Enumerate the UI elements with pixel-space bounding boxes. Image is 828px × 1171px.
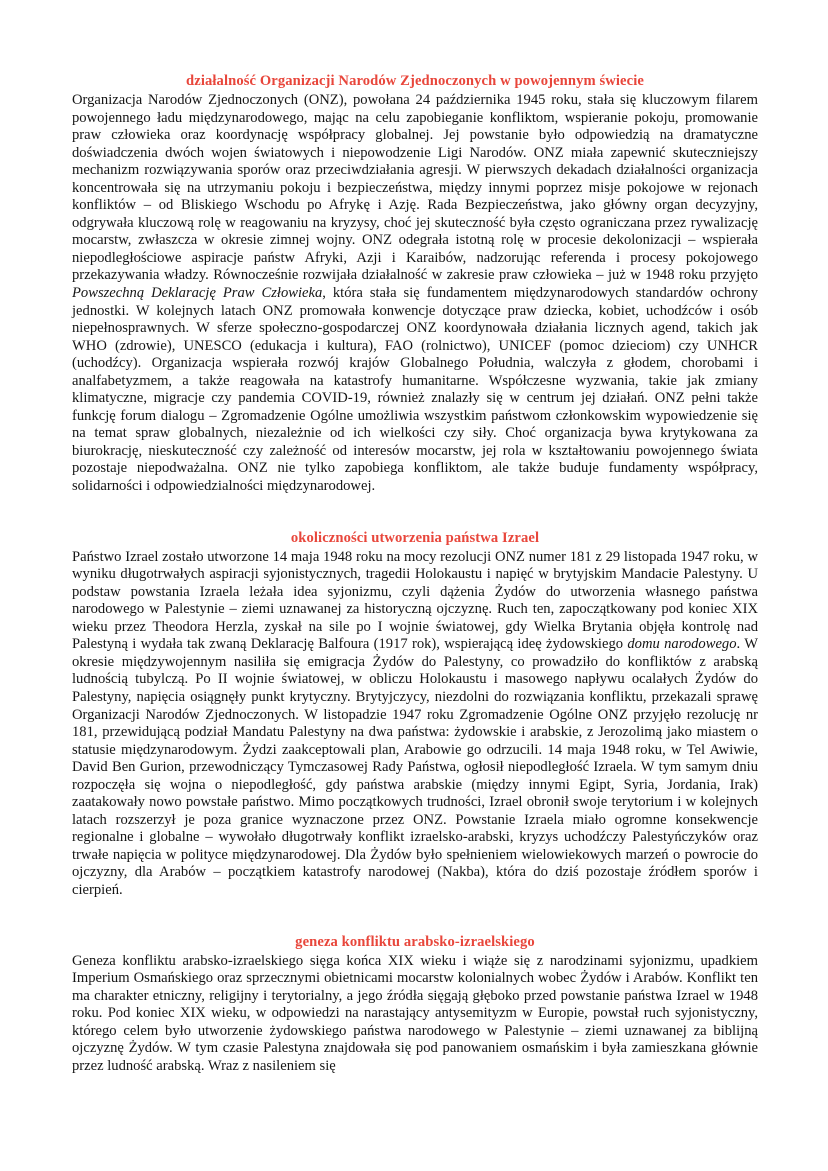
paragraph-izrael-text-part-1: Państwo Izrael zostało utworzone 14 maja 1948 roku na mocy rezolucji ONZ numer 181 z 29 listopada 1947 roku, w wyniku długotrwałych aspiracji syjonistycznych, tragedii Holokaustu i napięć w brytyjskim Mandacie Palestyny. U podstaw powstania Izraela leżała idea syjonizmu, czyli dążenia Żydów do utworzenia własnego państwa narodowego w Palestynie – ziemi uznawanej za historyczną ojczyznę. Ruch ten, zapoczątkowany pod koniec XIX wieku przez Theodora Herzla, zyskał na sile po I wojnie światowej, gdy Wielka Brytania objęła kontrolę nad Palestyną i wydała tak zwaną Deklarację Balfoura (1917 rok), wspierającą ideę żydowskiego xyxy=(72,548,758,653)
paragraph-izrael-text-part-2: . W okresie międzywojennym nasiliła się emigracja Żydów do Palestyny, co prowadziło do konfliktów z arabską ludnością tubylczą. Po II wojnie światowej, w obliczu Holokaustu i masowego napływu ocalałych Żydów do Palestyny, napięcia osiągnęły punkt krytyczny. Brytyjczycy, niezdolni do rozwiązania konfliktu, przekazali sprawę Organizacji Narodów Zjednoczonych. W listopadzie 1947 roku Zgromadzenie Ogólne ONZ przyjęło rezolucję nr 181, przewidującą podział Mandatu Palestyny na dwa państwa: żydowskie i arabskie, z Jerozolimą jako miastem o statusie międzynarodowym. Żydzi zaakceptowali plan, Arabowie go odrzucili. 14 maja 1948 roku, w Tel Awiwie, David Ben Gurion, przewodniczący Tymczasowej Rady Państwa, ogłosił niepodległość Izraela. W tym samym dniu rozpoczęła się wojna o niepodległość, gdy państwa arabskie (między innymi Egipt, Syria, Jordania, Irak) zaatakowały nowo powstałe państwo. Mimo początkowych trudności, Izrael obronił swoje terytorium i w kolejnych latach rozszerzył je poza granice wyznaczone przez ONZ. Powstanie Izraela miało ogromne konsekwencje regionalne i globalne – wywołało długotrwały konflikt izraelsko-arabski, kryzys uchodźczy Palestyńczyków oraz trwałe napięcia w polityce międzynarodowej. Dla Żydów było spełnieniem wielowiekowych marzeń o powrocie do ojczyzny, dla Arabów – początkiem katastrofy narodowej (Nakba), która do dziś pozostaje źródłem sporów i cierpień. xyxy=(72,636,758,898)
document-body xyxy=(72,72,758,1075)
paragraph-onz-italic-declaration: Powszechną Deklarację Praw Człowieka xyxy=(72,285,323,302)
section-heading-geneza: geneza konfliktu arabsko-izraelskiego xyxy=(295,933,535,950)
paragraph-onz-text-part-2: , która stała się fundamentem międzynarodowych standardów ochrony jednostki. W kolejnych latach ONZ promowała konwencje dotyczące praw dziecka, kobiet, uchodźców i osób niepełnosprawnych. W sferze społeczno-gospodarczej ONZ koordynowała działania licznych agend, takich jak WHO (zdrowie), UNESCO (edukacja i kultura), FAO (rolnictwo), UNICEF (pomoc dzieciom) czy UNHCR (uchodźcy). Organizacja wspierała rozwój krajów Globalnego Południa, walczyła z głodem, chorobami i analfabetyzmem, a także reagowała na katastrofy humanitarne. Współczesne wyzwania, takie jak zmiany klimatyczne, migracje czy pandemia COVID-19, również znalazły się w centrum jej działań. ONZ pełni także funkcję forum dialogu – Zgromadzenie Ogólne umożliwia wszystkim państwom członkowskim wypowiedzenie się na temat spraw globalnych, niezależnie od ich wielkości czy siły. Choć organizacja bywa krytykowana za biurokrację, nieskuteczność czy zależność od interesów mocarstw, jej rola w kształtowaniu powojennego świata pozostaje niepodważalna. ONZ nie tylko zapobiega konfliktom, ale także buduje fundamenty współpracy, solidarności i odpowiedzialności międzynarodowej. xyxy=(72,285,758,495)
paragraph-geneza-clip xyxy=(72,951,758,1076)
paragraph-izrael-italic-domu-narodowego: domu narodowego xyxy=(627,636,737,653)
paragraph-onz-text-part-1: Organizacja Narodów Zjednoczonych (ONZ), powołana 24 października 1945 roku, stała się kluczowym filarem powojennego ładu międzynarodowego, mając na celu zapobieganie konfliktom, wspieranie pokoju, promowanie praw człowieka oraz koordynację współpracy globalnej. Jej powstanie było odpowiedzią na dramatyczne doświadczenia dwóch wojen światowych i niepowodzenie Ligi Narodów. ONZ miała zapewnić skuteczniejszy mechanizm rozwiązywania sporów oraz przeciwdziałania agresji. W pierwszych dekadach działalności organizacja koncentrowała się na utrzymaniu pokoju i bezpieczeństwa, między innymi poprzez misje pokojowe w rejonach konfliktów – od Bliskiego Wschodu po Afrykę i Azję. Rada Bezpieczeństwa, jako główny organ decyzyjny, odgrywała kluczową rolę w reagowaniu na kryzysy, choć jej skuteczność była często ograniczana przez rywalizację mocarstw, zwłaszcza w okresie zimnej wojny. ONZ odegrała istotną rolę w procesie dekolonizacji – wspierała niepodległościowe aspiracje państw Afryki, Azji i Karaibów, nadzorując referenda i procesy pokojowego przekazywania władzy. Równocześnie rozwijała działalność w zakresie praw człowieka – już w 1948 roku przyjęto xyxy=(72,92,758,284)
paragraph-geneza xyxy=(72,953,758,1076)
paragraph-izrael xyxy=(72,549,758,900)
section-heading-onz: działalność Organizacji Narodów Zjednoczonych w powojennym świecie xyxy=(186,73,644,89)
paragraph-geneza-text-part-1: Geneza konfliktu arabsko-izraelskiego sięga końca XIX wieku i wiąże się z narodzinami syjonizmu, upadkiem Imperium Osmańskiego oraz sprzecznymi obietnicami mocarstw kolonialnych wobec Żydów i Arabów. Konflikt ten ma charakter etniczny, religijny i terytorialny, a jego źródła sięgają głęboko przed powstanie państwa Izrael w 1948 roku. Pod koniec XIX wieku, w odpowiedzi na narastający antysemityzm w Europie, powstał ruch syjonistyczny, którego celem było utworzenie żydowskiego państwa narodowego w Palestynie – ziemi uznawanej za biblijną ojczyznę Żydów. W tym czasie Palestyna znajdowała się pod panowaniem osmańskim i była zamieszkana głównie przez ludność arabską. Wraz z nasileniem się xyxy=(72,952,758,1074)
paragraph-onz xyxy=(72,92,758,496)
section-heading-izrael: okoliczności utworzenia państwa Izrael xyxy=(290,529,540,546)
